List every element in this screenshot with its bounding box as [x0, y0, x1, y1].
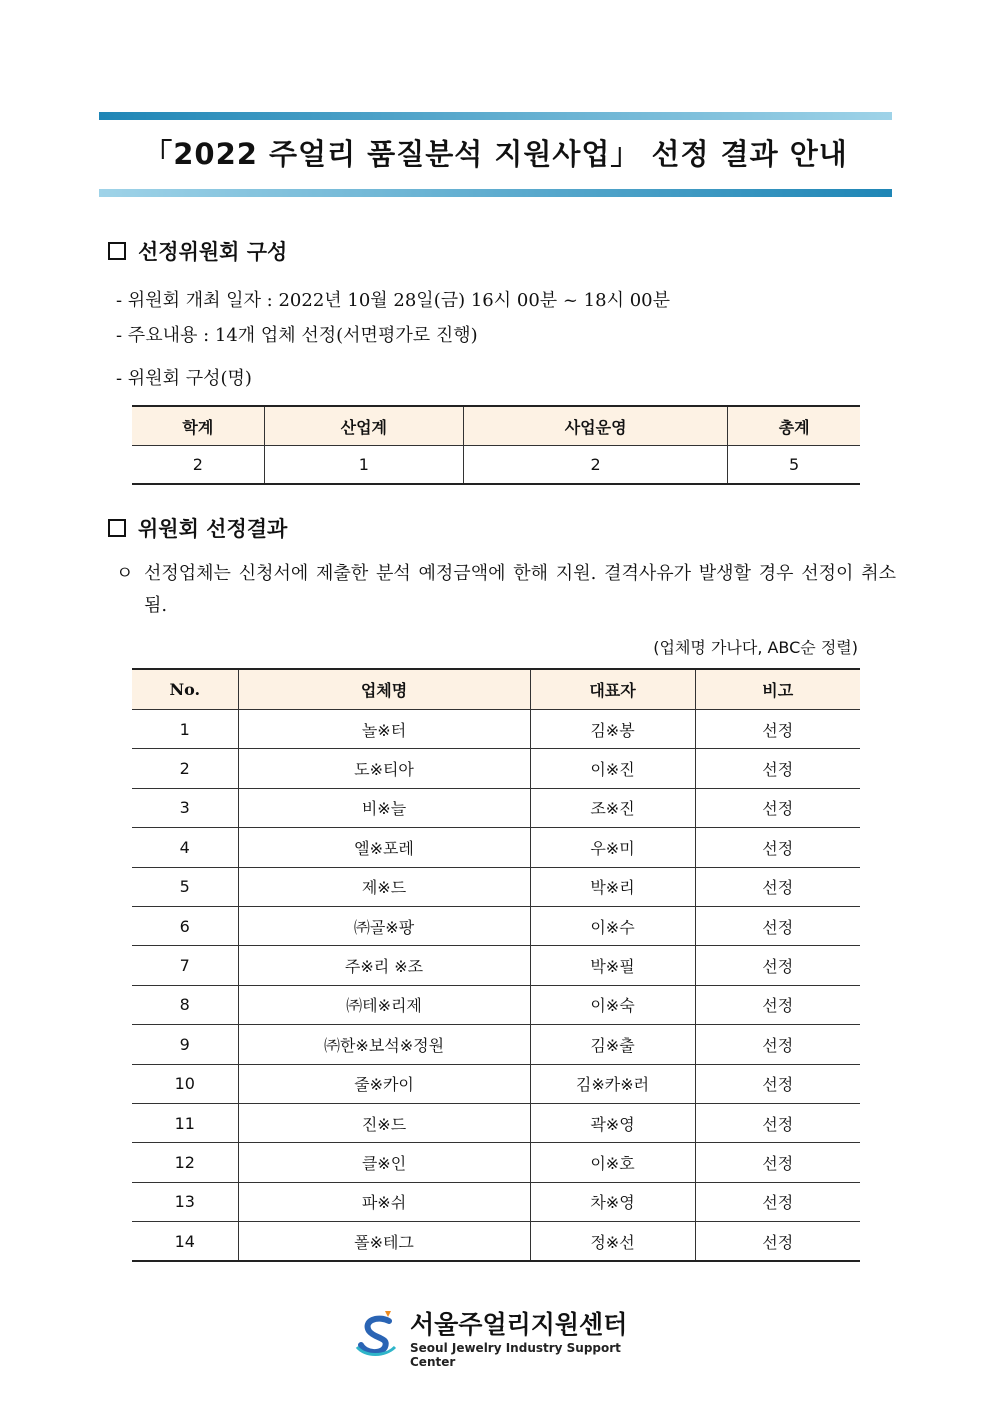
table-cell: 제※드: [238, 867, 530, 906]
table-row: [132, 906, 860, 945]
bullet-icon: ㅇ: [116, 563, 134, 584]
table-cell: 9: [132, 1025, 238, 1064]
table-cell: 3: [132, 788, 238, 827]
table-cell: 박※리: [530, 867, 695, 906]
table-cell: 선정: [695, 1025, 860, 1064]
center-name-korean: 서울주얼리지원센터: [410, 1310, 628, 1339]
table-row: [132, 985, 860, 1024]
seoul-jewelry-logo-icon: [355, 1307, 403, 1357]
table-cell: 이※진: [530, 749, 695, 788]
table-cell: 정※선: [530, 1222, 695, 1262]
table-row: [132, 710, 860, 749]
section-heading-label: 선정위원회 구성: [138, 239, 288, 264]
table-cell: 14: [132, 1222, 238, 1262]
table-cell: 진※드: [238, 1103, 530, 1142]
table-cell: 6: [132, 906, 238, 945]
table-cell: 이※호: [530, 1143, 695, 1182]
column-header: No.: [132, 669, 238, 710]
column-header: 사업운영: [463, 406, 727, 446]
table-cell: 선정: [695, 749, 860, 788]
table-row: [132, 946, 860, 985]
table-header-row: [132, 406, 860, 446]
table-row: [132, 446, 860, 485]
table-cell: 줄※카이: [238, 1064, 530, 1103]
section-heading-label: 위원회 선정결과: [138, 516, 288, 541]
table-cell: 클※인: [238, 1143, 530, 1182]
table-cell: 선정: [695, 946, 860, 985]
table-cell: 4: [132, 828, 238, 867]
table-cell: 이※수: [530, 906, 695, 945]
title-bar-top: [99, 112, 892, 120]
table-cell: 2: [192, 455, 203, 474]
table-cell: 11: [132, 1103, 238, 1142]
table-cell: 파※쉬: [238, 1182, 530, 1221]
table-cell: 선정: [695, 710, 860, 749]
column-header: 산업계: [264, 406, 463, 446]
table-cell: 8: [132, 985, 238, 1024]
committee-composition-line: - 위원회 구성(명): [116, 368, 252, 389]
table-cell: 선정: [695, 1182, 860, 1221]
center-name-english: Seoul Jewelry Industry Support Center: [410, 1341, 621, 1369]
table-row: [132, 828, 860, 867]
table-cell: 선정: [695, 1222, 860, 1262]
table-row: [132, 1025, 860, 1064]
section-heading-results: [108, 513, 287, 543]
table-row: [132, 867, 860, 906]
table-row: [132, 1182, 860, 1221]
table-cell: 김※출: [530, 1025, 695, 1064]
table-cell: 선정: [695, 985, 860, 1024]
committee-composition-table: [132, 405, 860, 485]
table-cell: 비※늘: [238, 788, 530, 827]
table-cell: 13: [132, 1182, 238, 1221]
column-header: 비고: [695, 669, 860, 710]
table-cell: 김※카※러: [530, 1064, 695, 1103]
table-cell: 1: [132, 710, 238, 749]
table-cell: 주※리 ※조: [238, 946, 530, 985]
document-title: 「2022 주얼리 품질분석 지원사업」 선정 결과 안내: [143, 137, 848, 171]
table-row: [132, 749, 860, 788]
table-cell: ㈜테※리제: [238, 985, 530, 1024]
main-content-line: - 주요내용 : 14개 업체 선정(서면평가로 진행): [116, 325, 478, 346]
footer-logo: [355, 1305, 645, 1369]
table-cell: 김※봉: [530, 710, 695, 749]
table-cell: 선정: [695, 1143, 860, 1182]
selection-results-table: [132, 668, 860, 1262]
table-cell: 박※필: [530, 946, 695, 985]
checkbox-icon: [108, 519, 126, 537]
table-cell: 선정: [695, 1103, 860, 1142]
table-cell: 선정: [695, 828, 860, 867]
table-cell: ㈜한※보석※정원: [238, 1025, 530, 1064]
table-cell: 7: [132, 946, 238, 985]
title-bar-bottom: [99, 189, 892, 197]
table-cell: 이※숙: [530, 985, 695, 1024]
table-cell: 5: [132, 867, 238, 906]
column-header: 총계: [728, 406, 860, 446]
table-row: [132, 1143, 860, 1182]
table-cell: 1: [264, 446, 463, 485]
table-cell: 선정: [695, 1064, 860, 1103]
table-cell: 10: [132, 1064, 238, 1103]
table-cell: 5: [728, 446, 860, 485]
table-cell: 도※티아: [238, 749, 530, 788]
table-cell: 엘※포레: [238, 828, 530, 867]
table-row: [132, 1103, 860, 1142]
table-cell: 우※미: [530, 828, 695, 867]
sort-note: (업체명 가나다, ABC순 정렬): [653, 638, 858, 657]
selection-notice: [116, 558, 896, 622]
column-header: 대표자: [530, 669, 695, 710]
table-cell: 선정: [695, 906, 860, 945]
table-cell: 선정: [695, 788, 860, 827]
table-cell: 놀※터: [238, 710, 530, 749]
table-cell: 차※영: [530, 1182, 695, 1221]
table-header-row: [132, 669, 860, 710]
table-cell: 2: [132, 749, 238, 788]
checkbox-icon: [108, 242, 126, 260]
table-cell: 조※진: [530, 788, 695, 827]
selection-notice-text: 선정업체는 신청서에 제출한 분석 예정금액에 한해 지원. 결격사유가 발생할 경우 선정이 취소됨.: [144, 563, 896, 616]
column-header: 업체명: [238, 669, 530, 710]
table-cell: 12: [132, 1143, 238, 1182]
table-row: [132, 1064, 860, 1103]
table-cell: 폴※테그: [238, 1222, 530, 1262]
table-cell: 곽※영: [530, 1103, 695, 1142]
table-cell: 선정: [695, 867, 860, 906]
table-row: [132, 1222, 860, 1262]
table-cell: ㈜골※팡: [238, 906, 530, 945]
meeting-date-line: - 위원회 개최 일자 : 2022년 10월 28일(금) 16시 00분 ~ 18시 00분: [116, 290, 670, 311]
table-cell: 2: [463, 446, 727, 485]
table-row: [132, 788, 860, 827]
section-heading-committee: [108, 236, 287, 266]
column-header: 학계: [132, 406, 264, 446]
